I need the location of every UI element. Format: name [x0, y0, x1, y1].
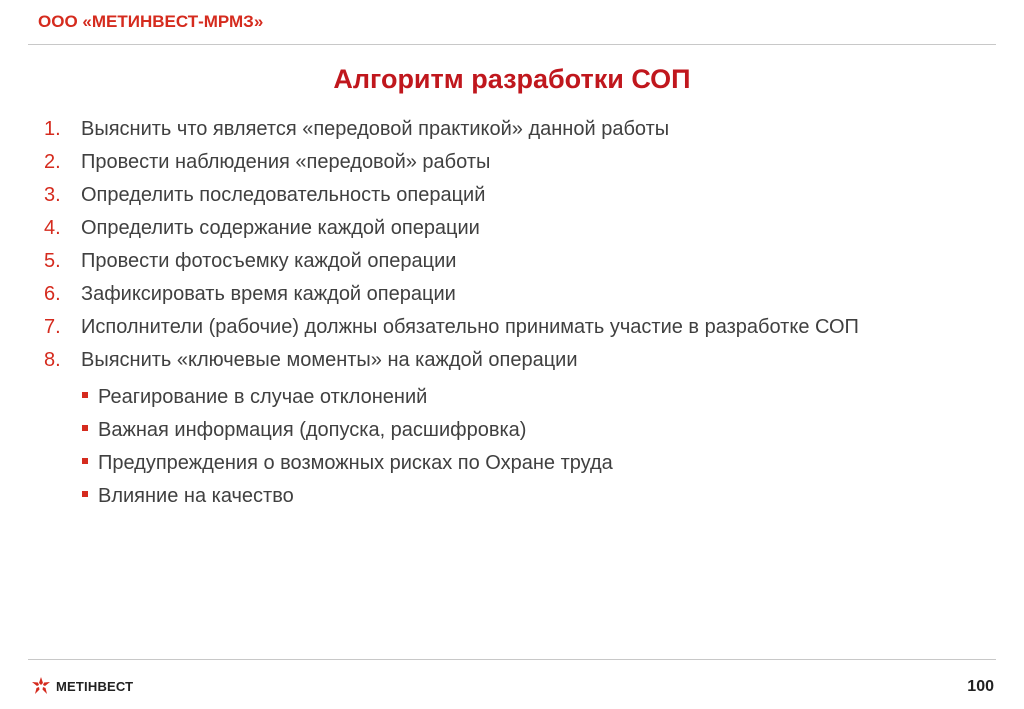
step-text: Провести фотосъемку каждой операции — [81, 250, 457, 272]
list-item — [44, 247, 859, 280]
bullet-square-icon — [82, 491, 88, 497]
list-item — [82, 479, 613, 512]
list-item — [44, 214, 859, 247]
list-item — [82, 380, 613, 413]
sub-item-text: Важная информация (допуска, расшифровка) — [98, 418, 527, 441]
bullet-square-icon — [82, 392, 88, 398]
step-number: 4. — [44, 217, 61, 239]
list-item — [44, 148, 859, 181]
slide-title: Алгоритм разработки СОП — [333, 64, 691, 94]
list-item — [44, 181, 859, 214]
step-text: Определить содержание каждой операции — [81, 217, 480, 239]
company-logo — [30, 676, 133, 696]
step-number: 3. — [44, 184, 61, 206]
list-item — [44, 313, 859, 346]
step-text: Выяснить что является «передовой практикой» данной работы — [81, 118, 670, 140]
step-number: 7. — [44, 316, 61, 338]
metinvest-star-icon — [30, 676, 52, 696]
key-points-list — [82, 380, 613, 512]
sub-item-text: Реагирование в случае отклонений — [98, 385, 428, 408]
page-number: 100 — [967, 678, 994, 695]
company-name: ООО «МЕТИНВЕСТ-МРМЗ» — [38, 12, 264, 31]
step-text: Зафиксировать время каждой операции — [81, 283, 456, 305]
list-item — [82, 446, 613, 479]
step-number: 5. — [44, 250, 61, 272]
step-text: Исполнители (рабочие) должны обязательно принимать участие в разработке СОП — [81, 316, 859, 338]
footer-divider — [28, 659, 996, 660]
header-divider — [28, 44, 996, 45]
step-number: 8. — [44, 349, 61, 371]
sub-item-text: Предупреждения о возможных рисках по Охране труда — [98, 451, 613, 474]
step-number: 1. — [44, 118, 61, 140]
step-text: Определить последовательность операций — [81, 184, 486, 206]
list-item — [82, 413, 613, 446]
step-text: Выяснить «ключевые моменты» на каждой операции — [81, 349, 578, 371]
sub-item-text: Влияние на качество — [98, 484, 294, 507]
list-item — [44, 346, 859, 379]
steps-list — [44, 115, 859, 379]
step-number: 6. — [44, 283, 61, 305]
step-number: 2. — [44, 151, 61, 173]
bullet-square-icon — [82, 458, 88, 464]
list-item — [44, 280, 859, 313]
step-text: Провести наблюдения «передовой» работы — [81, 151, 491, 173]
bullet-square-icon — [82, 425, 88, 431]
list-item — [44, 115, 859, 148]
logo-text: МЕТІНВЕСТ — [56, 678, 134, 694]
